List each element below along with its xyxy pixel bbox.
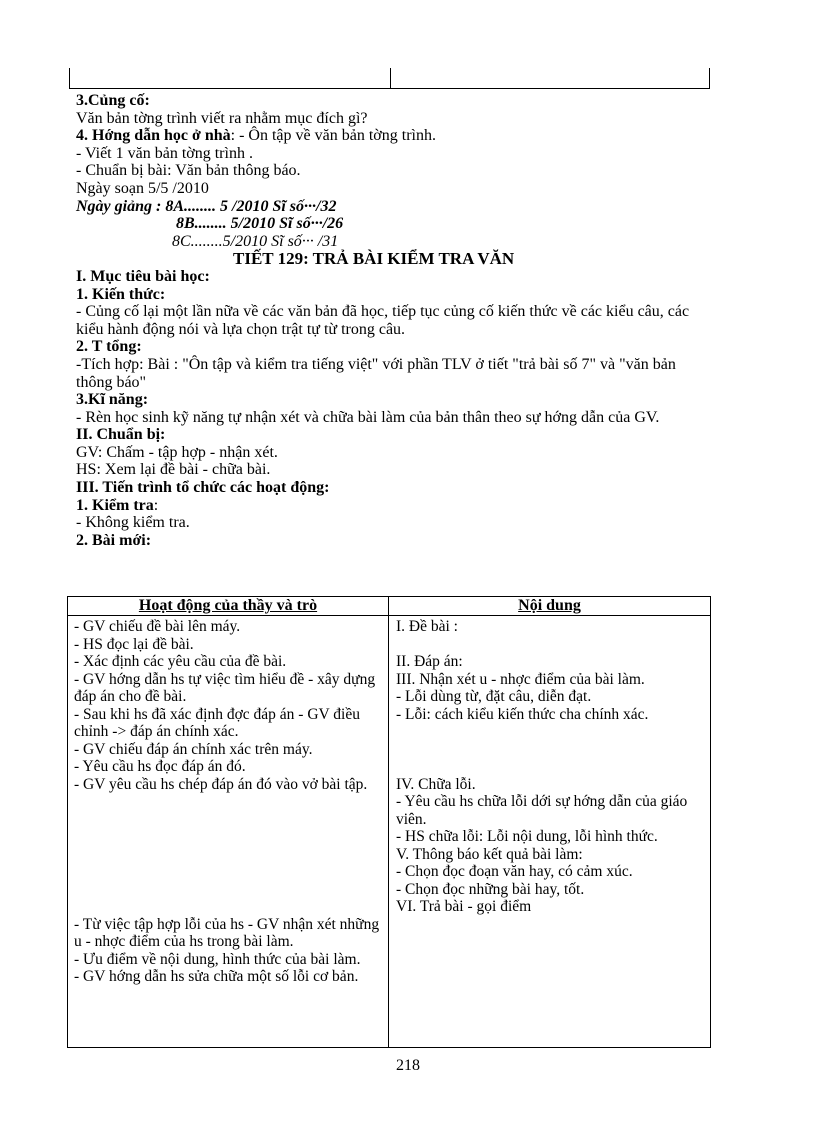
ngay-giang: Ngày giảng : 8A........ 5 /2010 Sĩ số···/32 [76,197,337,215]
table-header-content: Nội dung [518,597,581,614]
table-header-rule [68,615,710,616]
table-cell-line: - Chọn đọc đoạn văn hay, có cảm xúc. [396,863,633,880]
activities-column [74,618,382,986]
table-cell-line: VI. Trả bài - gọi điểm [396,898,532,915]
table-cell-line: - GV hớng dẫn hs sửa chữa một số lỗi cơ bản. [74,968,359,985]
content-column [396,618,706,916]
gv-prep: GV: Chấm - tập hợp - nhận xét. [76,443,278,461]
table-cell-line: - GV yêu cầu hs chép đáp án đó vào vở bài tập. [74,775,368,793]
table-column-divider [390,68,391,88]
previous-table-end [69,68,710,89]
ki-nang-heading: 3.Kĩ năng: [76,391,149,409]
lesson-body [76,92,716,549]
table-cell-line: - Lỗi dùng từ, đặt câu, diễn đạt. [396,688,592,705]
kiem-tra-colon: : [153,496,159,514]
muc-tieu-heading: I. Mục tiêu bài học: [76,267,210,285]
table-cell-line: - Chọn đọc những bài hay, tốt. [396,880,585,898]
ki-nang-text: - Rèn học sinh kỹ năng tự nhận xét và chữa bài làm của bản thân theo sự hớng dẫn của GV. [76,408,660,426]
table-cell-line: - Ưu điểm về nội dung, hình thức của bài làm. [74,950,361,968]
tong-hop-heading: 2. T tổng: [76,338,142,356]
class-8c-line: 8C........5/2010 Sĩ số··· /31 [172,232,339,250]
table-cell-line: - GV hớng dẫn hs tự việc tìm hiểu đề - xây dựng đáp án cho đề bài. [74,670,376,705]
activity-table [67,596,711,1048]
ngay-soan: Ngày soạn 5/5 /2010 [76,179,209,197]
table-cell-line: - Từ việc tập hợp lỗi của hs - GV nhận xét những u - nhợc điểm của hs trong bài làm. [74,915,380,950]
table-cell-line: - Yêu cầu hs đọc đáp án đó. [74,758,246,775]
bai-moi-heading: 2. Bài mới: [76,531,152,549]
table-cell-line: V. Thông báo kết quả bài làm: [396,845,583,863]
table-cell-line: - Lỗi: cách kiểu kiến thức cha chính xác. [396,705,649,723]
cung-co-question: Văn bản tờng trình viết ra nhằm mục đích gì? [76,109,368,127]
table-cell-line: - GV chiếu đáp án chính xác trên máy. [74,740,313,758]
tong-hop-text: -Tích hợp: Bài : "Ôn tập và kiểm tra tiếng việt" với phần TLV ở tiết "trả bài số 7" và "văn bản thông báo" [76,355,676,391]
hs-prep: HS: Xem lại đề bài - chữa bài. [76,461,271,479]
table-cell-line: - GV chiếu đề bài lên máy. [74,618,241,635]
table-header-activities: Hoạt động của thầy và trò [138,597,318,614]
table-cell-line: - Xác định các yêu cầu của đề bài. [74,653,287,670]
table-cell-line: I. Đề bài : [396,618,458,635]
table-cell-line: - HS đọc lại đề bài. [74,635,194,653]
khong-kiem-tra: - Không kiểm tra. [76,514,190,532]
cung-co-heading: 3.Củng cố: [76,92,150,109]
kiem-tra-heading: 1. Kiểm tra [76,496,154,514]
table-cell-line: - Yêu cầu hs chữa lỗi dới sự hớng dẫn của giáo viên. [396,793,688,828]
class-8b-line: 8B........ 5/2010 Sĩ số···/26 [176,215,344,233]
page-number: 218 [396,1057,420,1074]
huong-dan-text: : - Ôn tập về văn bản tờng trình. [230,127,436,145]
table-cell-line: - Sau khi hs đã xác định đợc đáp án - GV điều chỉnh -> đáp án chính xác. [74,705,360,740]
lesson-title: TIẾT 129: TRẢ BÀI KIỂM TRA VĂN [233,249,515,269]
table-cell-line: IV. Chữa lỗi. [396,775,476,793]
kien-thuc-text: - Củng cố lại một lần nữa về các văn bản đã học, tiếp tục củng cố kiến thức về các kiểu câu, các kiểu hành động nói và lựa chọn trật tự từ trong câu. [76,303,690,338]
tien-trinh-heading: III. Tiến trình tổ chức các hoạt động: [76,479,330,497]
chuan-bi-heading: II. Chuẩn bị: [76,426,166,444]
viet-line: - Viết 1 văn bản tờng trình . [76,144,253,162]
table-cell-line: III. Nhận xét u - nhợc điểm của bài làm. [396,670,645,688]
chuan-bi-bai-line: - Chuẩn bị bài: Văn bản thông báo. [76,162,301,180]
table-cell-line: II. Đáp án: [396,653,463,670]
huong-dan-heading: 4. Hớng dẫn học ở nhà [76,127,231,145]
table-cell-line: - HS chữa lỗi: Lỗi nội dung, lỗi hình thức. [396,828,658,845]
table-column-divider [388,597,389,1047]
kien-thuc-heading: 1. Kiến thức: [76,285,166,303]
